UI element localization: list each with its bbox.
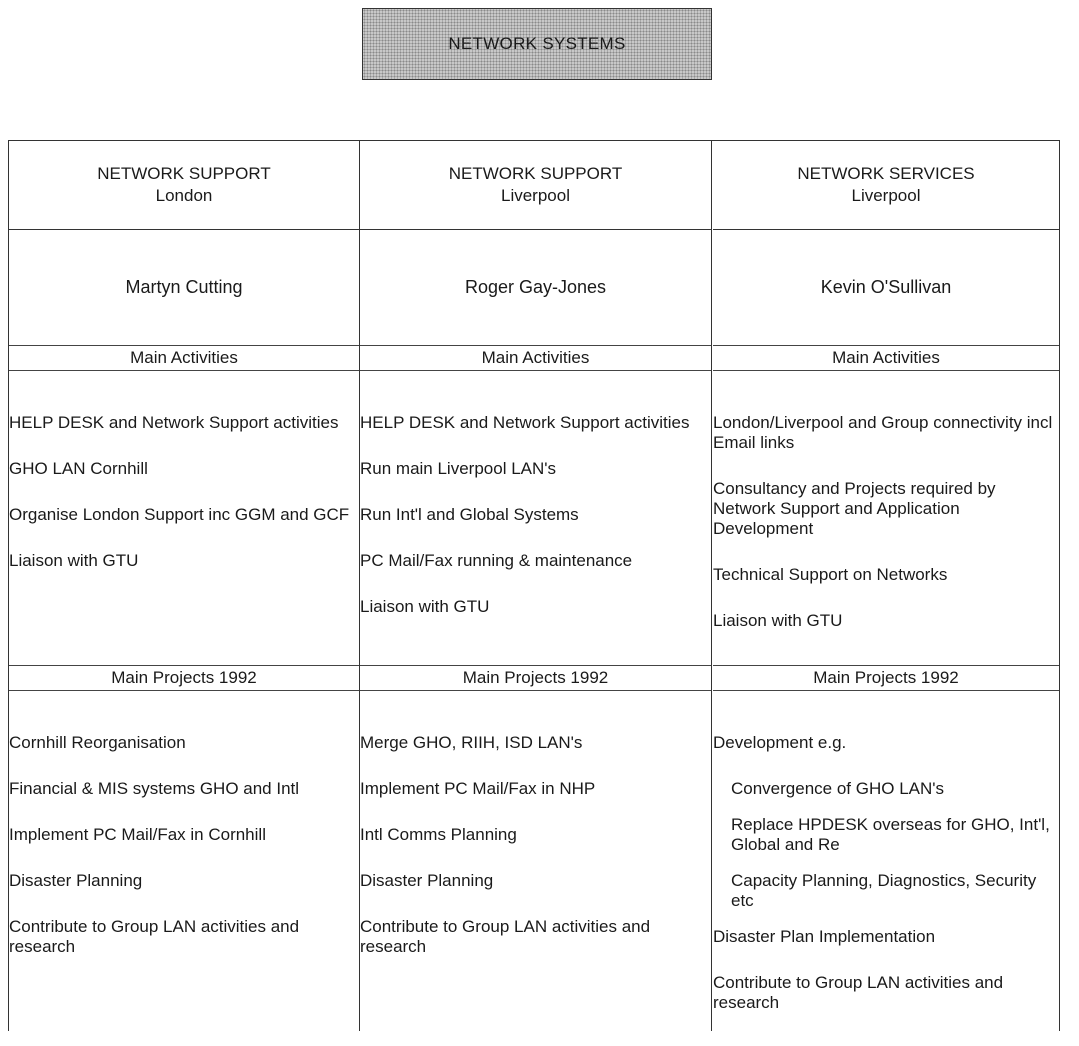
list-subitem: Replace HPDESK overseas for GHO, Int'l, Global and Re: [731, 815, 1050, 854]
document-title: [362, 8, 712, 80]
list-item: Implement PC Mail/Fax in Cornhill: [9, 825, 266, 844]
column-header: [360, 141, 711, 230]
header-line2: Liverpool: [851, 186, 921, 205]
list-subitem: Convergence of GHO LAN's: [731, 779, 945, 798]
list-item: Run main Liverpool LAN's: [360, 459, 557, 478]
list-item: Financial & MIS systems GHO and Intl: [9, 779, 300, 798]
list-item: Contribute to Group LAN activities and research: [360, 917, 651, 956]
list-item: HELP DESK and Network Support activities: [9, 413, 339, 432]
header-line2: London: [155, 186, 213, 205]
activities-list: [360, 413, 707, 643]
column-header: [713, 141, 1059, 230]
list-item: PC Mail/Fax running & maintenance: [360, 551, 633, 570]
person-name: [9, 230, 359, 344]
person-name-text: Roger Gay-Jones: [464, 276, 607, 297]
header-line1: NETWORK SERVICES: [797, 164, 975, 183]
list-item: Liaison with GTU: [9, 551, 139, 570]
projects-label: Main Projects 1992: [813, 668, 959, 687]
list-item: Consultancy and Projects required by Network Support and Application Development: [713, 479, 996, 538]
list-item: Disaster Planning: [9, 871, 143, 890]
projects-list: [360, 733, 707, 983]
list-item: Organise London Support inc GGM and GCF: [9, 505, 350, 524]
activities-list: [713, 413, 1055, 657]
column-network-support-london: [9, 141, 360, 1031]
projects-list: [9, 733, 355, 983]
list-item: HELP DESK and Network Support activities: [360, 413, 690, 432]
projects-list: [713, 733, 1055, 1039]
list-item: Cornhill Reorganisation: [9, 733, 186, 752]
list-item: London/Liverpool and Group connectivity incl Email links: [713, 413, 1053, 452]
header-line2: Liverpool: [501, 186, 570, 205]
list-item: Implement PC Mail/Fax in NHP: [360, 779, 596, 798]
list-item: Contribute to Group LAN activities and research: [713, 973, 1004, 1012]
list-item: Technical Support on Networks: [713, 565, 948, 584]
projects-label: Main Projects 1992: [111, 668, 257, 687]
list-item: Liaison with GTU: [360, 597, 490, 616]
column-header: [9, 141, 359, 230]
projects-label: Main Projects 1992: [462, 668, 609, 687]
list-item: Intl Comms Planning: [360, 825, 517, 844]
person-name-text: Kevin O'Sullivan: [820, 276, 952, 297]
activities-label: Main Activities: [832, 348, 940, 367]
projects-band: [713, 665, 1059, 691]
list-item: Run Int'l and Global Systems: [360, 505, 579, 524]
list-item: Development e.g.: [713, 733, 847, 752]
person-name: [713, 230, 1059, 344]
column-network-services-liverpool: [713, 141, 1059, 1031]
list-item: GHO LAN Cornhill: [9, 459, 148, 478]
activities-band: [713, 345, 1059, 371]
projects-band: [360, 665, 711, 691]
header-line1: NETWORK SUPPORT: [97, 164, 271, 183]
column-network-support-liverpool: [360, 141, 712, 1031]
list-item: Merge GHO, RIIH, ISD LAN's: [360, 733, 583, 752]
activities-list: [9, 413, 355, 597]
org-table: [8, 140, 1060, 1031]
title-text: NETWORK SYSTEMS: [448, 34, 626, 53]
list-item: Liaison with GTU: [713, 611, 843, 630]
list-item: Contribute to Group LAN activities and research: [9, 917, 300, 956]
list-item: Disaster Plan Implementation: [713, 927, 936, 946]
person-name: [360, 230, 711, 344]
activities-label: Main Activities: [130, 348, 238, 367]
activities-label: Main Activities: [481, 348, 590, 367]
person-name-text: Martyn Cutting: [125, 276, 243, 297]
projects-band: [9, 665, 359, 691]
list-item: Disaster Planning: [360, 871, 494, 890]
header-line1: NETWORK SUPPORT: [448, 164, 623, 183]
activities-band: [360, 345, 711, 371]
list-subitem: Capacity Planning, Diagnostics, Security etc: [731, 871, 1037, 910]
activities-band: [9, 345, 359, 371]
